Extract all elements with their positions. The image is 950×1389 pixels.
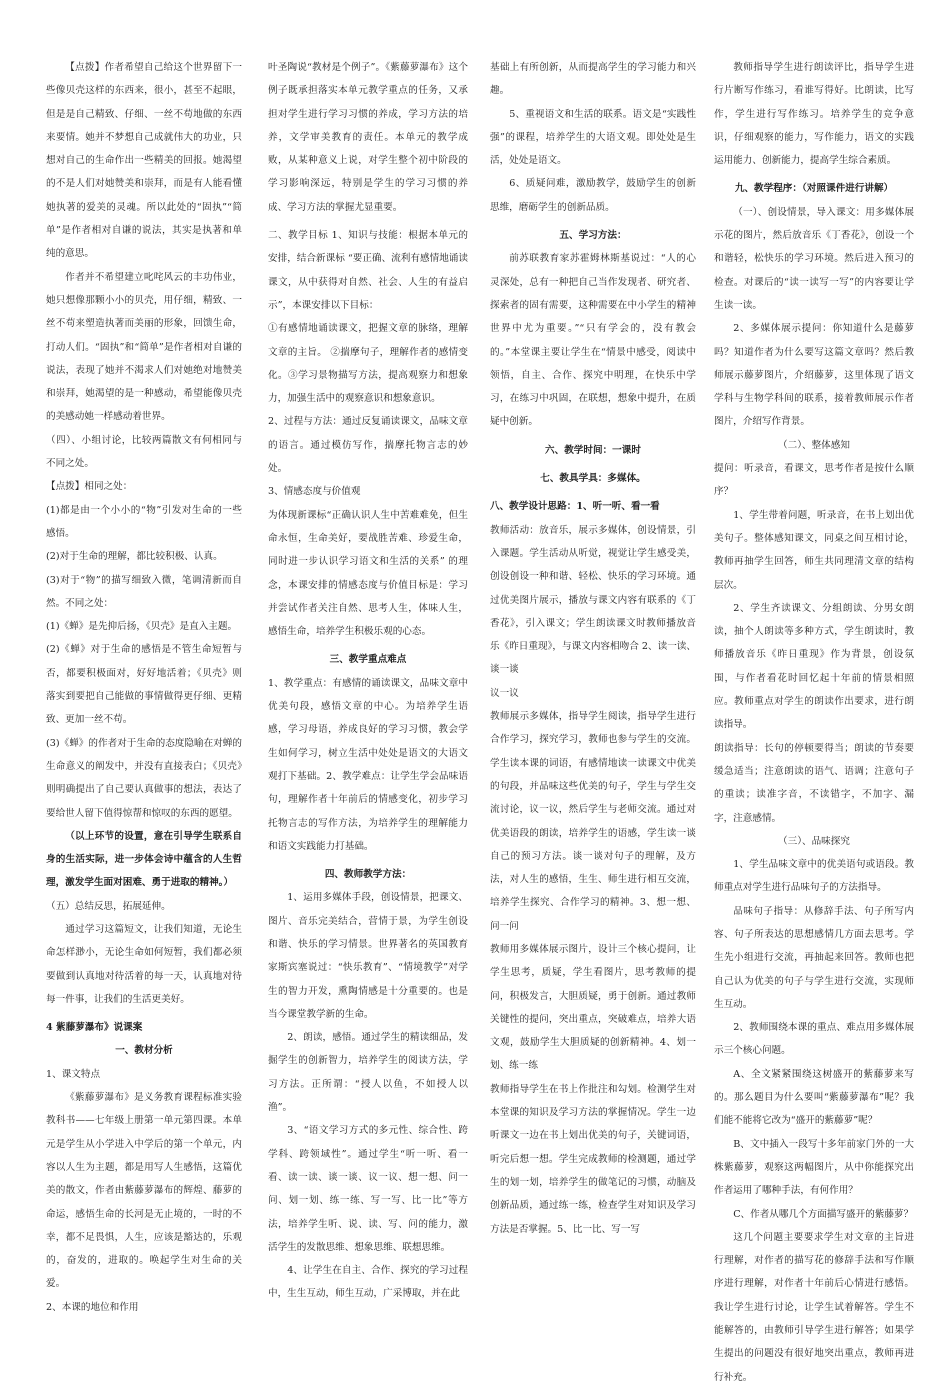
paragraph: 朗读指导：长句的停顿要得当；朗读的节奏要缓急适当；注意朗读的语气、语调；注意句子的重读；读准字音，不读错字，不加字、漏字，注意感情。 <box>714 742 914 824</box>
paragraph: 二、教学目标 1、知识与技能：根据本单元的安排，结合新课标 “要正确、流利有感情地诵读课文，从中获得对自然、社会、人生的有益启示”，本课安排以下目标： <box>268 230 468 311</box>
column-1 <box>46 56 242 1319</box>
paragraph: 基础上有所创新，从而提高学生的学习能力和兴趣。 <box>490 62 696 97</box>
paragraph: ①有感情地诵读课文，把握文章的脉络，理解文章的主旨。 ②揣摩句子，理解作者的感情变化。③学习景物描写方法，提高观察力和想象力，加强生活中的观察意识和想象意识。 <box>268 323 468 405</box>
paragraph: 这几个问题主要要求学生对文章的主旨进行理解，对作者的描写花的修辞手法和写作顺序进行理解，对作者十年前后心情进行感悟。我让学生进行讨论，让学生试着解答。学生不能解答的，由教师引导学生进行解答；如果学生提出的问题没有很好地突出重点，教师再进行补充。 <box>714 1231 914 1383</box>
paragraph: 教师指导学生进行朗读评比，指导学生进行片断写作练习，看谁写得好。比朗读，比写作，学生进行写作练习。培养学生的竞争意识，仔细观察的能力，写作能力，语文的实践运用能力、创新能力，提高学生综合素质。 <box>714 62 914 167</box>
paragraph: （以上环节的设置，意在引导学生联系自身的生活实际，进一步体会诗中蕴含的人生哲理，激发学生面对困难、勇于进取的精神。） <box>46 830 242 889</box>
paragraph: 3、情感态度与价值观 <box>268 486 361 498</box>
paragraph: B、文中插入一段写十多年前家门外的一大株紫藤萝，观察这两幅图片，从中你能探究出作者运用了哪种手法，有何作用？ <box>714 1138 914 1197</box>
paragraph: (2)《蝉》对于生命的感悟是不管生命短暂与否，都要积极面对，好好地活着；《贝壳》则落实到要把自己能做的事情做得更仔细、更精致、更加一丝不苟。 <box>46 644 242 726</box>
paragraph: 2、本课的地位和作用 <box>46 1301 139 1313</box>
paragraph: 5、重视语文和生活的联系。语文是“实践性强”的课程，培养学生的大语文观。即处处是生活，处处是语文。 <box>490 108 696 167</box>
paragraph: 1、课文特点 <box>46 1068 101 1080</box>
paragraph: （二）、整体感知 <box>778 439 850 451</box>
paragraph: (1)都是由一个小小的“物”引发对生命的一些感悟。 <box>46 504 242 539</box>
paragraph: 议一议 <box>490 687 519 699</box>
paragraph: 六、教学时间：一课时 <box>545 444 641 456</box>
paragraph: C、作者从哪几个方面描写盛开的紫藤萝？ <box>733 1208 914 1220</box>
paragraph: 3、“语文学习方式的多元性、综合性、跨学科、跨领域性”。通过学生“听一听、看一看、读一读、谈一谈、议一议、想一想、问一问、划一划、练一练、写一写、比一比”等方法，培养学生听、说、读、写、问的能力，激活学生的发散思维、想象思维、联想思维。 <box>268 1125 468 1253</box>
paragraph: 2、过程与方法：通过反复诵读课文，品味文章的语言。通过模仿写作，揣摩托物言志的妙处。 <box>268 416 468 475</box>
paragraph: 教师用多媒体展示图片，设计三个核心提问，让学生思考，质疑，学生看图片，思考教师的提问，积极发言，大胆质疑，勇于创新。通过教师关键性的提问，突出重点，突破难点，培养大语文观，鼓励学生大胆质疑的创新精神。4、划一划、练一练 <box>490 943 696 1072</box>
column-2 <box>268 56 468 1306</box>
paragraph: 叶圣陶说“教材是个例子”。《紫藤萝瀑布》这个例子既承担落实本单元教学重点的任务，又承担对学生进行学习习惯的养成，学习方法的培养，文学审美教育的责任。本单元的教学成败，从某种意义上说，对学生整个初中阶段的学习影响深远，特别是学生的学习习惯的养成、学习方法的掌握尤显重要。 <box>268 62 468 213</box>
paragraph: 《紫藤萝瀑布》是义务教育课程标准实验教科书——七年级上册第一单元第四课。本单元是学生从小学进入中学后的第一个单元，内容以人生为主题，都是用写人生感悟，这篇优美的散文，作者由紫藤萝瀑布的辉煌、藤萝的命运，感悟生命的长河是无止境的，一时的不幸，都不足畏惧，人生，应该是豁达的，乐观的，奋发的，进取的。唤起学生对生命的关爱。 <box>46 1092 242 1290</box>
paragraph: 4 紫藤萝瀑布》说课案 <box>46 1022 143 1034</box>
paragraph: 提问：听录音，看课文，思考作者是按什么顺序？ <box>714 463 914 498</box>
paragraph: 作者并不希望建立叱咤风云的丰功伟业，她只想像那颗小小的贝壳，用仔细，精致、一丝不苟来塑造执著而美丽的形象，回馈生命，打动人们。“固执”和“简单”是作者相对自谦的说法，表现了她并不渴求人们对她绝对地赞美和崇拜，她渴望的是一种感动，希望能像贝壳的美感动她一样感动着世界。 <box>46 271 242 423</box>
paragraph: 三、教学重点难点 <box>329 654 407 666</box>
paragraph: 一、教材分析 <box>115 1045 173 1057</box>
paragraph: 1、教学重点：有感情的诵读课文，品味文章中优美句段，感悟文章的中心。为培养学生语感，学习母语，养成良好的学习习惯，教会学生如何学习，树立生活中处处是语文的大语文观打下基础。2、教学难点：让学生学会品味语句，理解作者十年前后的情感变化，初步学习托物言志的写作方法，为培养学生的理解能力和语文实践能力打基础。 <box>268 677 468 852</box>
column-4 <box>714 56 914 1389</box>
paragraph: 2、教师围绕本课的重点、难点用多媒体展示三个核心问题。 <box>714 1022 914 1057</box>
paragraph: (2)对于生命的理解，都比较积极、认真。 <box>46 551 223 563</box>
paragraph: 五、学习方法： <box>559 230 627 242</box>
paragraph: 4、让学生在自主、合作、探究的学习过程中，生生互动，师生互动，广采博取，并在此 <box>268 1265 468 1300</box>
paragraph: 教师活动：放音乐，展示多媒体，创设情景，引入课题。学生活动从听觉，视觉让学生感受美，创设创设一种和谐、轻松、快乐的学习环境。通过优美图片展示，播放与课文内容有联系的《丁香花》，引入课文；学生朗读课文时教师播放音乐《昨日重现》，与课文内容相吻合 2、读一读、谈一谈 <box>490 524 696 676</box>
paragraph: 四、教师教学方法： <box>324 869 412 881</box>
paragraph: （四）、小组讨论，比较两篇散文有何相同与不同之处。 <box>46 434 242 470</box>
paragraph: 6、质疑问难，激励教学，鼓励学生的创新思维，磨砺学生的创新品质。 <box>490 178 696 213</box>
paragraph: 七、教具学具：多媒体。 <box>540 473 646 485</box>
paragraph: （一）、创设情景，导入课文：用多媒体展示花的图片，然后放音乐《丁香花》，创设一个和谐轻，松快乐的学习环境。然后进入预习的检查。对课后的“读一读写一写”的内容要让学生读一读。 <box>714 206 914 311</box>
paragraph: 1、学生带着问题，听录音，在书上划出优美句子。整体感知课文，同桌之间互相讨论，教师再抽学生回答，师生共同理清文章的结构层次。 <box>714 509 914 591</box>
paragraph: （五）总结反思，拓展延伸。 <box>46 900 171 912</box>
paragraph: (1)《蝉》是先抑后扬，《贝壳》是直入主题。 <box>46 621 238 633</box>
column-3 <box>490 56 696 1241</box>
paragraph: 2、多媒体展示提问：你知道什么是藤萝吗？知道作者为什么要写这篇文章吗？然后教师展示藤萝图片，介绍藤萝，这里体现了语文学科与生物学科间的联系，接着教师展示作者图片，介绍写作背景。 <box>714 323 914 428</box>
paragraph: 2、学生齐读课文、分组朗读、分男女朗读，抽个人朗读等多种方式，学生朗读时，教师播放音乐《昨日重现》作为背景，创设氛围，与作者看花时回忆起十年前的情景相照应。教师重点对学生的朗读作出要求，进行朗读指导。 <box>714 602 914 731</box>
paragraph: 【点拨】作者希望自己给这个世界留下一些像贝壳这样的东西来，很小，甚至不起眼，但是是自己精致、仔细、一丝不苟地做的东西来要情。她并不梦想自己成就伟大的功业，只想对自己的生命作出一些精美的回报。她渴望的不是人们对她赞美和崇拜，而是有人能看懂她执著的爱美的灵魂。所以此处的“固执”“简单”是作者相对自谦的说法，其实是执著和单纯的意思。 <box>46 62 242 260</box>
paragraph: 2、朗读，感悟。通过学生的精读细品，发掘学生的创新智力，培养学生的阅读方法，学习方法。正所谓：“授人以鱼，不如授人以渔”。 <box>268 1032 468 1114</box>
paragraph: 1、学生品味文章中的优美语句或语段。教师重点对学生进行品味句子的方法指导。 <box>714 859 914 894</box>
paragraph: (3)《蝉》的作者对于生命的态度隐喻在对蝉的生命意义的阐发中，并没有直接表白；《贝壳》则明确提出了自己要认真做事的想法，表达了要给世人留下值得惊帮和惊叹的东西的愿望。 <box>46 737 242 819</box>
paragraph: 教师指导学生在书上作批注和勾划。检测学生对本堂课的知识及学习方法的掌握情况。学生一边听课文一边在书上划出优美的句子，关键词语，听完后想一想。学生完成教师的检测题，通过学生的划一划，培养学生的做笔记的习惯，动脑及创新品质，通过练一练，检查学生对知识及学习方法是否掌握。5、比一比、写一写 <box>490 1083 696 1235</box>
paragraph: 八、教学设计思路：1、听一听、看一看 <box>490 501 660 513</box>
paragraph: 前苏联教育家苏霍姆林斯基说过：“人的心灵深处，总有一种把自己当作发现者、研究者、探索者的固有需要，这种需要在中小学生的精神世界中尤为重要。”“只有学会的，没有教会的。”本堂课主要让学生在“情景中感受，阅读中领悟，自主、合作、探究中明理，在快乐中学习，在练习中巩固，在联想，想象中提升，在质疑中创新。 <box>490 253 696 428</box>
paragraph: 九、教学程序：（对照课件进行讲解） <box>734 183 894 195</box>
paragraph: 教师展示多媒体，指导学生阅读，指导学生进行合作学习，探究学习，教师也参与学生的交流。学生读本课的词语，有感情地读一读课文中优美的句段，并品味这些优美的句子，学生与学生交流讨论，议一议，然后学生与老师交流。通过对优美语段的朗读，培养学生的语感，学生读一谈自己的预习方法。谈一谈对句子的理解，及方法，对人生的感悟，生生、师生进行相互交流，培养学生探究、合作学习的精神。3、想一想、问一问 <box>490 711 696 932</box>
paragraph: 【点拨】相同之处： <box>46 481 133 493</box>
paragraph: 为体现新课标“正确认识人生中苦难难免，但生命永恒，生命美好，要战胜苦难、珍爱生命，同时进一步认识学习语文和生活的关系” 的理念，本课安排的情感态度与价值目标是：学习并尝试作者关注自然、思考人生，体味人生，感悟生命，培养学生积极乐观的心态。 <box>268 509 468 638</box>
paragraph: (3)对于“物”的描写细致入微，笔调清新而自然。不同之处： <box>46 574 242 609</box>
paragraph: A、全文紧紧围绕这树盛开的紫藤萝来写的。那么题目为什么要叫“紫藤萝瀑布”呢？我们能不能将它改为“盛开的紫藤萝”呢？ <box>714 1068 914 1127</box>
paragraph: 通过学习这篇短文，让我们知道，无论生命怎样渺小，无论生命如何短暂，我们都必须要做到认真地对待活着的每一天，认真地对待每一件事，让我们的生活更美好。 <box>46 923 242 1005</box>
paragraph: 品味句子指导：从修辞手法、句子所写内容、句子所表达的思想感情几方面去思考。学生先小组进行交流，再抽起来回答。教师也把自己认为优美的句子与学生进行交流，实现师生互动。 <box>714 905 914 1010</box>
paragraph: 1、运用多媒体手段，创设情景，把课文、图片、音乐完美结合，营情于景，为学生创设和谐、快乐的学习情景。世界著名的英国教育家斯宾塞说过：“快乐教育”、“情境教学”对学生的智力开发，熏陶情感是十分重要的。也是当今课堂教学新的生命。 <box>268 892 468 1020</box>
paragraph: （三）、品味探究 <box>778 835 850 847</box>
